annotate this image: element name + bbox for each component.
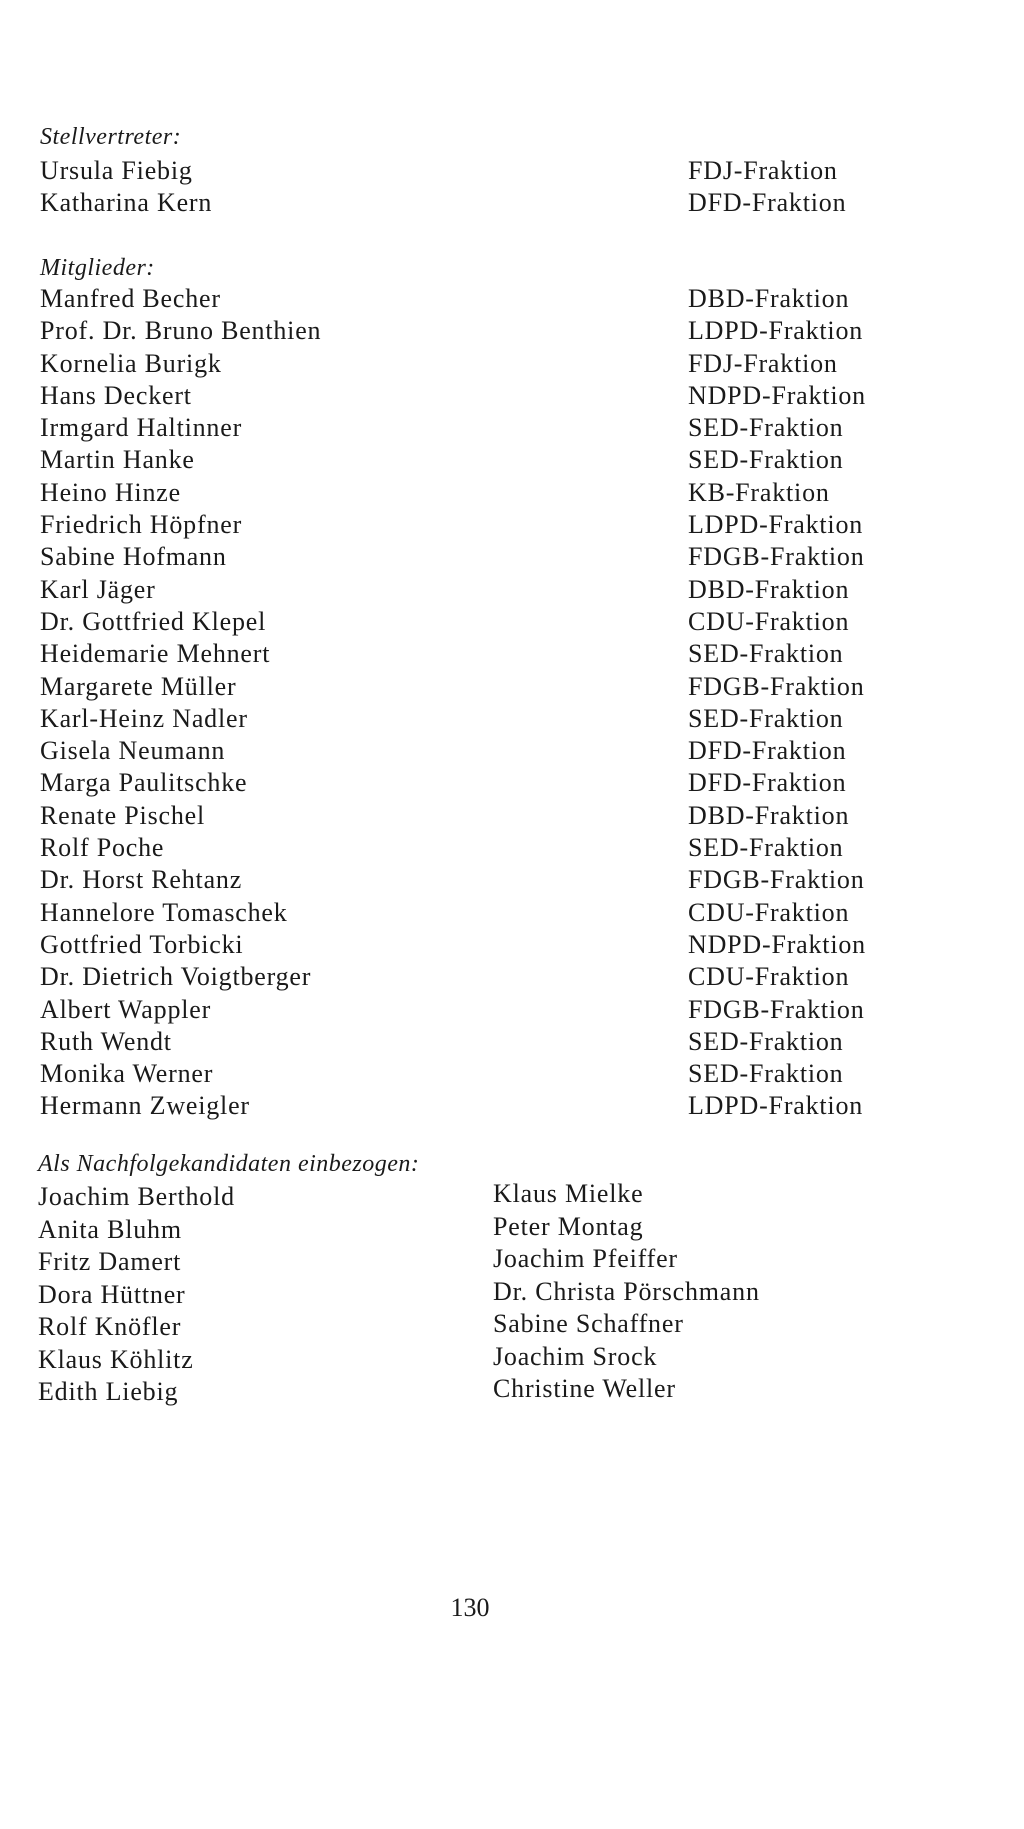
- list-item: [40, 606, 866, 638]
- member-faction: SED-Fraktion: [688, 1026, 844, 1056]
- member-faction: NDPD-Fraktion: [688, 929, 866, 959]
- list-item: [40, 187, 846, 219]
- member-faction: DFD-Fraktion: [688, 188, 847, 218]
- member-name: Rolf Poche: [40, 833, 165, 863]
- deputies-heading: Stellvertreter:: [40, 124, 182, 150]
- member-faction: FDGB-Fraktion: [688, 994, 865, 1024]
- member-name: Hans Deckert: [40, 380, 192, 410]
- member-faction: SED-Fraktion: [688, 445, 844, 475]
- member-name: Sabine Hofmann: [40, 542, 227, 572]
- member-faction: SED-Fraktion: [688, 413, 844, 443]
- member-faction: FDGB-Fraktion: [688, 865, 865, 895]
- list-item: [40, 800, 866, 832]
- member-name: Heidemarie Mehnert: [40, 639, 271, 669]
- list-item: [40, 864, 866, 896]
- list-item: Edith Liebig: [38, 1377, 179, 1406]
- list-item: [40, 735, 866, 767]
- member-name: Albert Wappler: [40, 994, 212, 1024]
- list-item: [40, 929, 866, 961]
- list-item: [40, 444, 866, 476]
- member-faction: FDGB-Fraktion: [688, 671, 865, 701]
- member-name: Margarete Müller: [40, 671, 237, 701]
- members-heading: Mitglieder:: [40, 255, 155, 281]
- list-item: [40, 1058, 866, 1090]
- list-item: Dr. Christa Pörschmann: [493, 1276, 760, 1306]
- list-item: [40, 897, 866, 929]
- member-faction: FDGB-Fraktion: [688, 542, 865, 572]
- list-item: [40, 541, 866, 573]
- page-number: 130: [450, 1593, 490, 1622]
- member-name: Karl-Heinz Nadler: [40, 703, 248, 733]
- successors-heading: Als Nachfolgekandidaten einbezogen:: [38, 1151, 420, 1177]
- member-faction: DBD-Fraktion: [688, 284, 850, 313]
- member-faction: FDJ-Fraktion: [688, 348, 838, 378]
- member-name: Prof. Dr. Bruno Benthien: [40, 316, 322, 346]
- list-item: Klaus Köhlitz: [38, 1344, 194, 1374]
- deputies-list: [40, 155, 846, 220]
- member-name: Kornelia Burigk: [40, 348, 222, 378]
- member-faction: LDPD-Fraktion: [688, 1091, 864, 1121]
- list-item: [40, 1026, 866, 1058]
- list-item: Joachim Srock: [493, 1341, 658, 1371]
- member-name: Gisela Neumann: [40, 736, 226, 766]
- successors-left-list: [38, 1181, 235, 1409]
- member-name: Irmgard Haltinner: [40, 413, 243, 443]
- list-item: Joachim Berthold: [38, 1182, 235, 1211]
- member-faction: FDJ-Fraktion: [688, 156, 838, 185]
- list-item: [40, 703, 866, 735]
- successors-right-list: [493, 1178, 760, 1406]
- list-item: [40, 509, 866, 541]
- member-name: Gottfried Torbicki: [40, 929, 244, 959]
- member-name: Renate Pischel: [40, 800, 205, 830]
- member-name: Heino Hinze: [40, 477, 181, 507]
- member-name: Katharina Kern: [40, 188, 213, 218]
- member-name: Dr. Gottfried Klepel: [40, 606, 267, 636]
- list-item: Rolf Knöfler: [38, 1312, 182, 1341]
- member-faction: CDU-Fraktion: [688, 897, 850, 927]
- member-name: Ursula Fiebig: [40, 156, 193, 185]
- member-faction: DBD-Fraktion: [688, 800, 850, 830]
- member-faction: CDU-Fraktion: [688, 606, 850, 636]
- member-name: Karl Jäger: [40, 574, 156, 604]
- member-faction: SED-Fraktion: [688, 639, 844, 669]
- member-faction: SED-Fraktion: [688, 703, 844, 733]
- list-item: Anita Bluhm: [38, 1214, 182, 1244]
- member-name: Martin Hanke: [40, 445, 195, 475]
- list-item: [40, 1090, 866, 1122]
- list-item: [40, 671, 866, 703]
- list-item: [40, 961, 866, 993]
- list-item: [40, 348, 866, 380]
- list-item: [40, 574, 866, 606]
- member-name: Dr. Dietrich Voigtberger: [40, 962, 312, 992]
- list-item: Joachim Pfeiffer: [493, 1244, 678, 1273]
- list-item: [40, 477, 866, 509]
- list-item: Sabine Schaffner: [493, 1309, 684, 1338]
- list-item: [40, 832, 866, 864]
- list-item: Klaus Mielke: [493, 1179, 644, 1208]
- member-name: Ruth Wendt: [40, 1026, 172, 1056]
- member-name: Dr. Horst Rehtanz: [40, 865, 243, 895]
- member-name: Marga Paulitschke: [40, 768, 248, 798]
- member-name: Manfred Becher: [40, 284, 221, 313]
- list-item: [40, 155, 846, 187]
- member-faction: SED-Fraktion: [688, 1059, 844, 1089]
- list-item: Fritz Damert: [38, 1247, 182, 1276]
- list-item: [40, 994, 866, 1026]
- member-faction: DFD-Fraktion: [688, 768, 847, 798]
- list-item: [40, 412, 866, 444]
- members-list: [40, 283, 866, 1123]
- list-item: [40, 315, 866, 347]
- member-name: Hannelore Tomaschek: [40, 897, 288, 927]
- member-faction: NDPD-Fraktion: [688, 380, 866, 410]
- member-faction: LDPD-Fraktion: [688, 316, 864, 346]
- list-item: Dora Hüttner: [38, 1279, 186, 1309]
- list-item: [40, 638, 866, 670]
- list-item: Christine Weller: [493, 1374, 676, 1403]
- member-faction: KB-Fraktion: [688, 477, 830, 507]
- member-name: Friedrich Höpfner: [40, 510, 243, 540]
- member-faction: CDU-Fraktion: [688, 962, 850, 992]
- member-faction: LDPD-Fraktion: [688, 510, 864, 540]
- member-faction: SED-Fraktion: [688, 833, 844, 863]
- list-item: [40, 283, 866, 315]
- member-faction: DFD-Fraktion: [688, 736, 847, 766]
- member-faction: DBD-Fraktion: [688, 574, 850, 604]
- member-name: Hermann Zweigler: [40, 1091, 250, 1121]
- list-item: Peter Montag: [493, 1211, 644, 1241]
- list-item: [40, 767, 866, 799]
- list-item: [40, 380, 866, 412]
- member-name: Monika Werner: [40, 1059, 214, 1089]
